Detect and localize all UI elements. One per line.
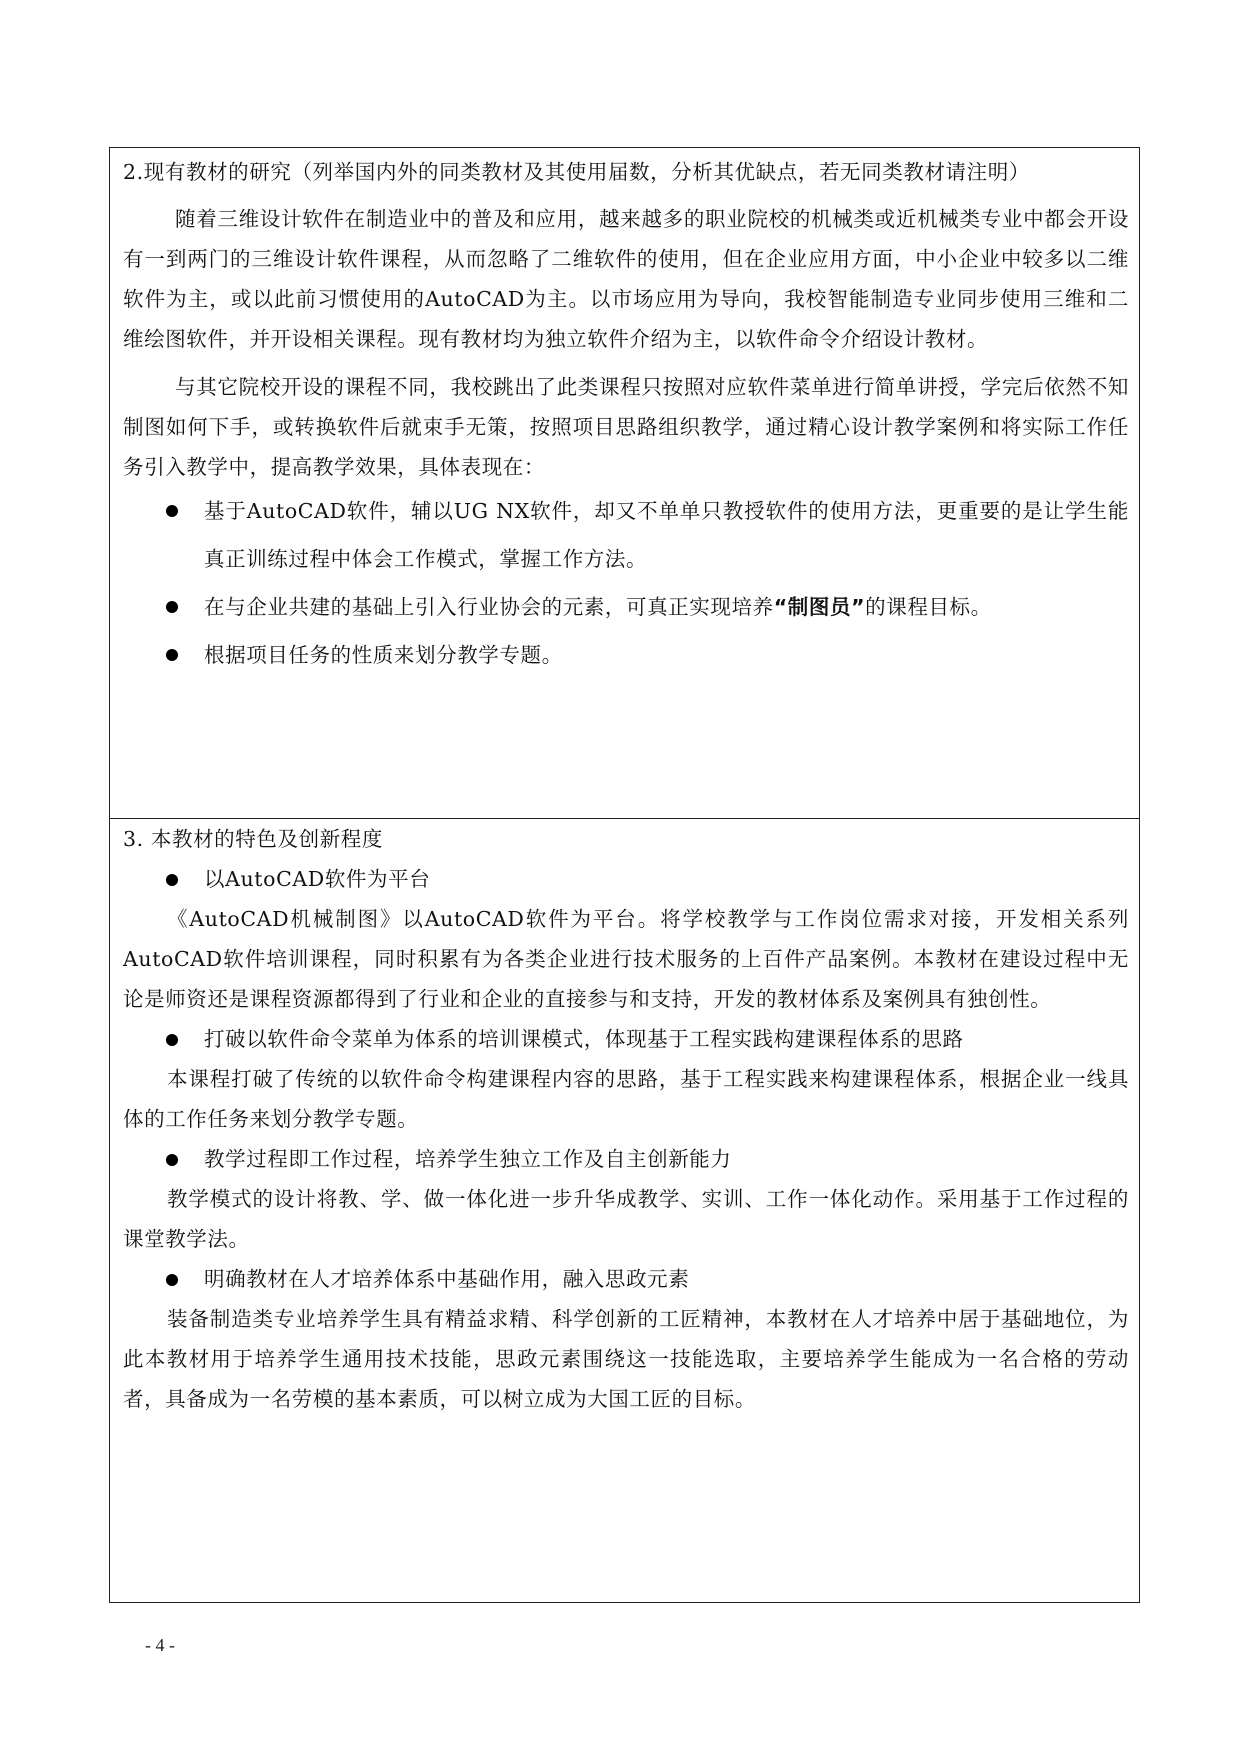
feature-bullet [123,1019,1129,1059]
feature-title: 打破以软件命令菜单为体系的培训课模式，体现基于工程实践构建课程体系的思路 [204,1027,964,1051]
section-2-paragraph-1: 随着三维设计软件在制造业中的普及和应用，越来越多的职业院校的机械类或近机械类专业中都会开设有一到两门的三维设计软件课程，从而忽略了二维软件的使用，但在企业应用方面，中小企业中较多以二维软件为主，或以此前习惯使用的AutoCAD为主。以市场应用为导向，我校智能制造专业同步使用三维和二维绘图软件，并开设相关课程。现有教材均为独立软件介绍为主，以软件命令介绍设计教材。 [123,207,1129,351]
bullet-item [123,583,1129,631]
feature-bullet [123,1139,1129,1179]
bullet-dot-icon [166,505,178,517]
feature-text: 教学模式的设计将教、学、做一体化进一步升华成教学、实训、工作一体化动作。采用基于工作过程的课堂教学法。 [123,1187,1129,1251]
bullet-item [123,631,1129,679]
page-number: - 4 - [145,1635,175,1655]
bold-term: “制图员” [773,595,866,619]
existing-textbook-research-cell [110,148,1139,819]
bullet-dot-icon [166,874,178,886]
bullet-text-part: 在与企业共建的基础上引入行业协会的元素，可真正实现培养 [204,595,774,619]
bullet-dot-icon [166,649,178,661]
bullet-item [123,487,1129,583]
bullet-dot-icon [166,1154,178,1166]
feature-bullet [123,1259,1129,1299]
feature-title: 以AutoCAD软件为平台 [204,867,431,891]
bullet-text: 基于AutoCAD软件，辅以UG NX软件，却又不单单只教授软件的使用方法，更重要的是让学生能真正训练过程中体会工作模式，掌握工作方法。 [204,499,1129,571]
bullet-dot-icon [166,1034,178,1046]
section-3-heading: 3. 本教材的特色及创新程度 [123,827,383,851]
bullet-dot-icon [166,601,178,613]
feature-title: 明确教材在人才培养体系中基础作用，融入思政元素 [204,1267,690,1291]
feature-text: 本课程打破了传统的以软件命令构建课程内容的思路，基于工程实践来构建课程体系，根据企业一线具体的工作任务来划分教学专题。 [123,1067,1129,1131]
bullet-text-part: 的课程目标。 [865,595,992,619]
section-2-heading: 2.现有教材的研究（列举国内外的同类教材及其使用届数，分析其优缺点，若无同类教材请注明） [123,160,1030,184]
feature-text: 《AutoCAD机械制图》以AutoCAD软件为平台。将学校教学与工作岗位需求对接，开发相关系列AutoCAD软件培训课程，同时积累有为各类企业进行技术服务的上百件产品案例。本教材在建设过程中无论是师资还是课程资源都得到了行业和企业的直接参与和支持，开发的教材体系及案例具有独创性。 [123,907,1129,1011]
features-innovation-cell [110,819,1139,1602]
bullet-text [204,583,1129,631]
form-table [109,147,1140,1603]
feature-text: 装备制造类专业培养学生具有精益求精、科学创新的工匠精神，本教材在人才培养中居于基础地位，为此本教材用于培养学生通用技术技能，思政元素围绕这一技能选取，主要培养学生能成为一名合格的劳动者，具备成为一名劳模的基本素质，可以树立成为大国工匠的目标。 [123,1307,1129,1411]
feature-title: 教学过程即工作过程，培养学生独立工作及自主创新能力 [204,1147,732,1171]
feature-bullet [123,859,1129,899]
bullet-dot-icon [166,1274,178,1286]
bullet-text: 根据项目任务的性质来划分教学专题。 [204,643,563,667]
section-2-paragraph-2: 与其它院校开设的课程不同，我校跳出了此类课程只按照对应软件菜单进行简单讲授，学完后依然不知制图如何下手，或转换软件后就束手无策，按照项目思路组织教学，通过精心设计教学案例和将实际工作任务引入教学中，提高教学效果，具体表现在： [123,375,1129,479]
